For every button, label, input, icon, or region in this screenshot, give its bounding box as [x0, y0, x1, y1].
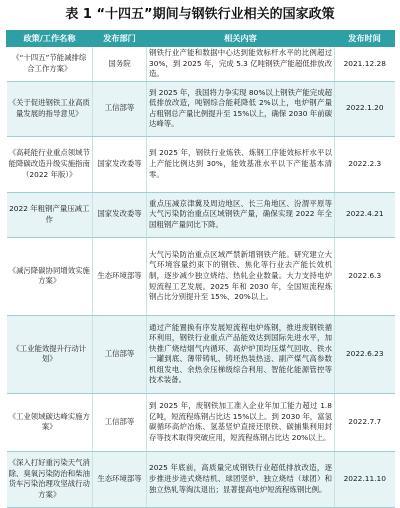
- policy-name-cell: 《高耗能行业重点领域节能降碳改造升级实施指南（2022 年版）》: [7, 136, 93, 192]
- department-cell: 生态环境部等: [93, 451, 147, 507]
- table-row: [7, 393, 395, 451]
- date-cell: 2022.6.23: [335, 315, 395, 393]
- content-cell: 2025 年底前，高质量完成钢铁行业超低排放改造，逐步推进步进式烧结机、球团竖炉、独立烧结（球团）和独立热轧等淘汰退出；显著提高电炉短流程炼钢比例。: [147, 451, 335, 507]
- date-cell: 2022.4.21: [335, 192, 395, 237]
- department-cell: 国家发改委等: [93, 192, 147, 237]
- policy-name-cell: 《关于促进钢铁工业高质量发展的指导意见》: [7, 81, 93, 136]
- content-cell: 重点压减京津冀及周边地区、长三角地区、汾渭平原等大气污染防治重点区域钢铁产量，确保实现 2022 年全国粗钢产量同比下降。: [147, 192, 335, 237]
- column-header-name: 政策/工作名称: [7, 31, 93, 47]
- table-header-row: [7, 31, 395, 47]
- date-cell: 2022.7.7: [335, 393, 395, 451]
- column-header-content: 相关内容: [147, 31, 335, 47]
- policy-name-cell: 《深入打好重污染天气消除、臭氧污染防治和柴油货车污染治理攻坚战行动方案》: [7, 451, 93, 507]
- policy-name-cell: 《减污降碳协同增效实施方案》: [7, 237, 93, 315]
- table-row: [7, 451, 395, 507]
- table-row: [7, 136, 395, 192]
- department-cell: 工信部等: [93, 81, 147, 136]
- policy-table: [6, 30, 395, 508]
- policy-name-cell: 2022 年粗钢产量压减工作: [7, 192, 93, 237]
- policy-name-cell: 《工业能效提升行动计划》: [7, 315, 93, 393]
- policy-name-cell: 《“十四五”节能减排综合工作方案》: [7, 47, 93, 82]
- date-cell: 2022.1.20: [335, 81, 395, 136]
- column-header-time: 发布时间: [335, 31, 395, 47]
- content-cell: 钢铁行业产能和数据中心达到能效标杆水平的比例超过 30%，到 2025 年，完成 5.3 亿吨钢铁产能超低排放改造。: [147, 47, 335, 82]
- table-row: [7, 315, 395, 393]
- column-header-dept: 发布部门: [93, 31, 147, 47]
- department-cell: 国务院: [93, 47, 147, 82]
- department-cell: 工信部等: [93, 393, 147, 451]
- date-cell: 2022.2.3: [335, 136, 395, 192]
- table-row: [7, 237, 395, 315]
- department-cell: 生态环境部等: [93, 237, 147, 315]
- policy-name-cell: 《工业领域碳达峰实施方案》: [7, 393, 93, 451]
- department-cell: 国家发改委等: [93, 136, 147, 192]
- date-cell: 2022.11.10: [335, 451, 395, 507]
- table-row: [7, 192, 395, 237]
- content-cell: 通过产能置换有序发展短流程电炉炼钢，推进废钢铁循环利用，钢铁行业重点产品能效达到国际先进水平，加快推广烧结烟气内循环、高炉炉顶均压煤气回收、铁水一罐到底、薄带铸轧、铸坯热装热送、副产煤气高参数机组发电、余热余压梯级综合利用、智能化能源管控等技术装备。: [147, 315, 335, 393]
- content-cell: 到 2025 年，废钢铁加工准入企业年加工能力超过 1.8 亿吨，短流程炼钢占比达 15%以上。到 2030 年，富氢碳循环高炉冶炼、氢基竖炉直接还原铁、碳捕集利用封存等技术取得突破应用，短流程炼钢占比达 20%以上。: [147, 393, 335, 451]
- content-cell: 大气污染防治重点区域严禁新增钢铁产能。研究建立大气环境容量约束下的钢铁、焦化等行业去产能长效机制，逐步减少独立烧结、热轧企业数量。大力支持电炉短流程工艺发展。2025 年和 2030 年，全国短流程炼钢占比分别提升至 15%、20%以上。: [147, 237, 335, 315]
- content-cell: 到 2025 年，钢铁行业炼铁、炼钢工序能效标杆水平以上产能比例达到 30%，能效基准水平以下产能基本清零。: [147, 136, 335, 192]
- table-title: 表 1 “十四五”期间与钢铁行业相关的国家政策: [65, 7, 335, 22]
- content-cell: 到 2025 年，我国将力争实现 80%以上钢铁产能完成超低排放改造，吨钢综合能耗降低 2%以上，电炉钢产量占粗钢总产量比例提升至 15%以上，确保 2030 年前碳达峰等。: [147, 81, 335, 136]
- table-row: [7, 47, 395, 82]
- date-cell: 2022.6.3: [335, 237, 395, 315]
- date-cell: 2021.12.28: [335, 47, 395, 82]
- table-row: [7, 81, 395, 136]
- department-cell: 工信部等: [93, 315, 147, 393]
